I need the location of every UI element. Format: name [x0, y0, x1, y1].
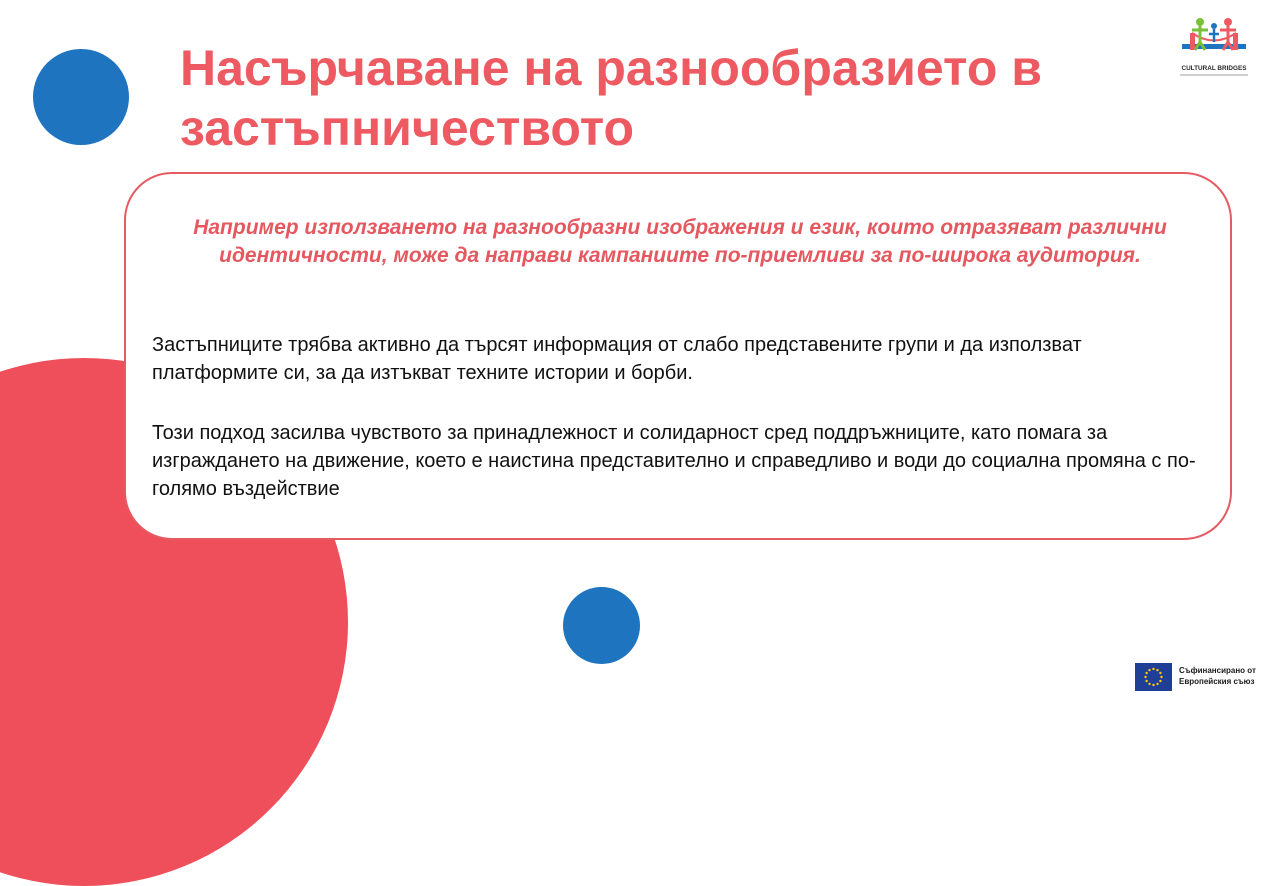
body-paragraph-2: Този подход засилва чувството за принадлежност и солидарност сред поддръжниците, като помага за изграждането на движение, което е наистина представително и справедливо и води до социална промяна с по-голямо въздействие — [152, 422, 1196, 500]
eu-text-line-1: Съфинансирано от — [1179, 666, 1256, 675]
logo-tagline-line — [1180, 74, 1248, 76]
bridge-people-icon — [1176, 14, 1252, 62]
body-paragraph-1: Застъпниците трябва активно да търсят информация от слабо представените групи и да използват платформите си, за да изтъкват техните истории и борби. — [152, 334, 1082, 384]
slide-title: Насърчаване на разнообразието в застъпничеството — [180, 40, 1043, 156]
content-card — [124, 172, 1232, 540]
eu-flag-icon — [1135, 663, 1172, 691]
cultural-bridges-logo — [1176, 14, 1252, 94]
decorative-circle-blue-top — [33, 49, 129, 145]
highlight-text: Например използването на разнообразни изображения и език, които отразяват различни идентичности, може да направи кампаниите по-приемливи за по-широка аудитория. — [193, 216, 1167, 267]
eu-cofunded-text — [1179, 665, 1275, 687]
decorative-circle-blue-bottom — [563, 587, 640, 664]
eu-text-line-2: Европейския съюз — [1179, 677, 1255, 686]
logo-text: CULTURAL BRIDGES — [1181, 65, 1247, 72]
eu-cofunded-badge — [1135, 663, 1271, 691]
